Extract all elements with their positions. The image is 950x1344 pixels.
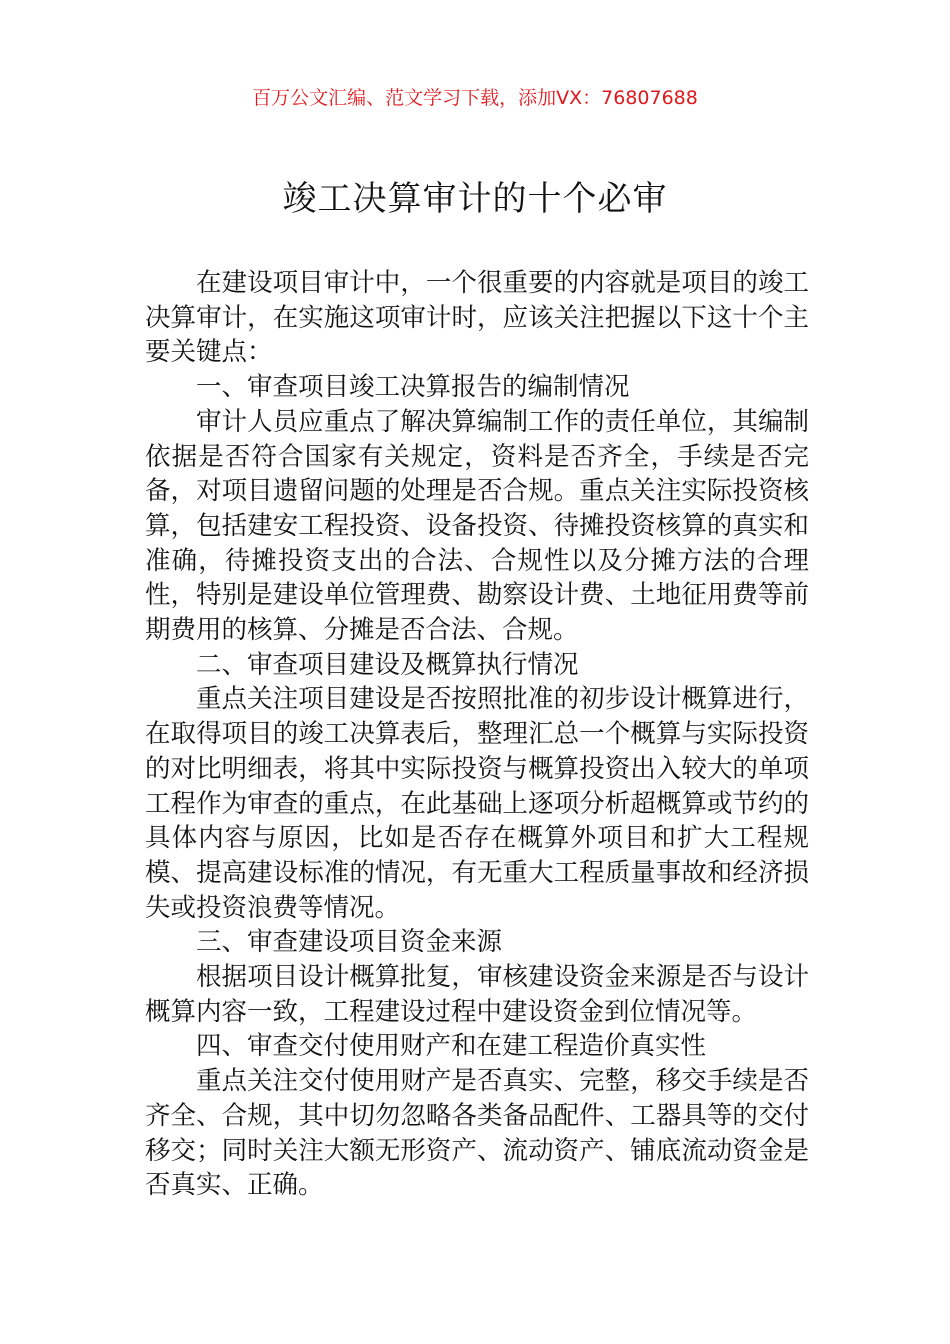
section-paragraph-3: 根据项目设计概算批复，审核建设资金来源是否与设计概算内容一致，工程建设过程中建设资金到位情况等。 — [145, 962, 809, 1027]
section-heading-2: 二、审查项目建设及概算执行情况 — [196, 649, 579, 680]
intro-paragraph: 在建设项目审计中，一个很重要的内容就是项目的竣工决算审计，在实施这项审计时，应该关注把握以下这十个主要关键点： — [145, 268, 809, 368]
document-body — [145, 266, 809, 1203]
section-paragraph-4: 重点关注交付使用财产是否真实、完整，移交手续是否齐全、合规，其中切勿忽略各类备品配件、工器具等的交付移交；同时关注大额无形资产、流动资产、铺底流动资金是否真实、正确。 — [145, 1066, 809, 1201]
section-heading-1: 一、审查项目竣工决算报告的编制情况 — [196, 372, 630, 403]
section-heading-4: 四、审查交付使用财产和在建工程造价真实性 — [196, 1031, 707, 1062]
section-paragraph-1: 审计人员应重点了解决算编制工作的责任单位，其编制依据是否符合国家有关规定，资料是否齐全，手续是否完备，对项目遗留问题的处理是否合规。重点关注实际投资核算，包括建安工程投资、设备投资、待摊投资核算的真实和准确，待摊投资支出的合法、合规性以及分摊方法的合理性，特别是建设单位管理费、勘察设计费、土地征用费等前期费用的核算、分摊是否合法、合规。 — [145, 406, 809, 646]
header-note: 百万公文汇编、范文学习下载，添加VX：76807688 — [252, 87, 698, 109]
page-title: 竣工决算审计的十个必审 — [282, 179, 668, 219]
section-heading-3: 三、审查建设项目资金来源 — [196, 927, 503, 958]
section-paragraph-2: 重点关注项目建设是否按照批准的初步设计概算进行，在取得项目的竣工决算表后，整理汇总一个概算与实际投资的对比明细表，将其中实际投资与概算投资出入较大的单项工程作为审查的重点，在此基础上逐项分析超概算或节约的具体内容与原因，比如是否存在概算外项目和扩大工程规模、提高建设标准的情况，有无重大工程质量事故和经济损失或投资浪费等情况。 — [145, 684, 809, 923]
